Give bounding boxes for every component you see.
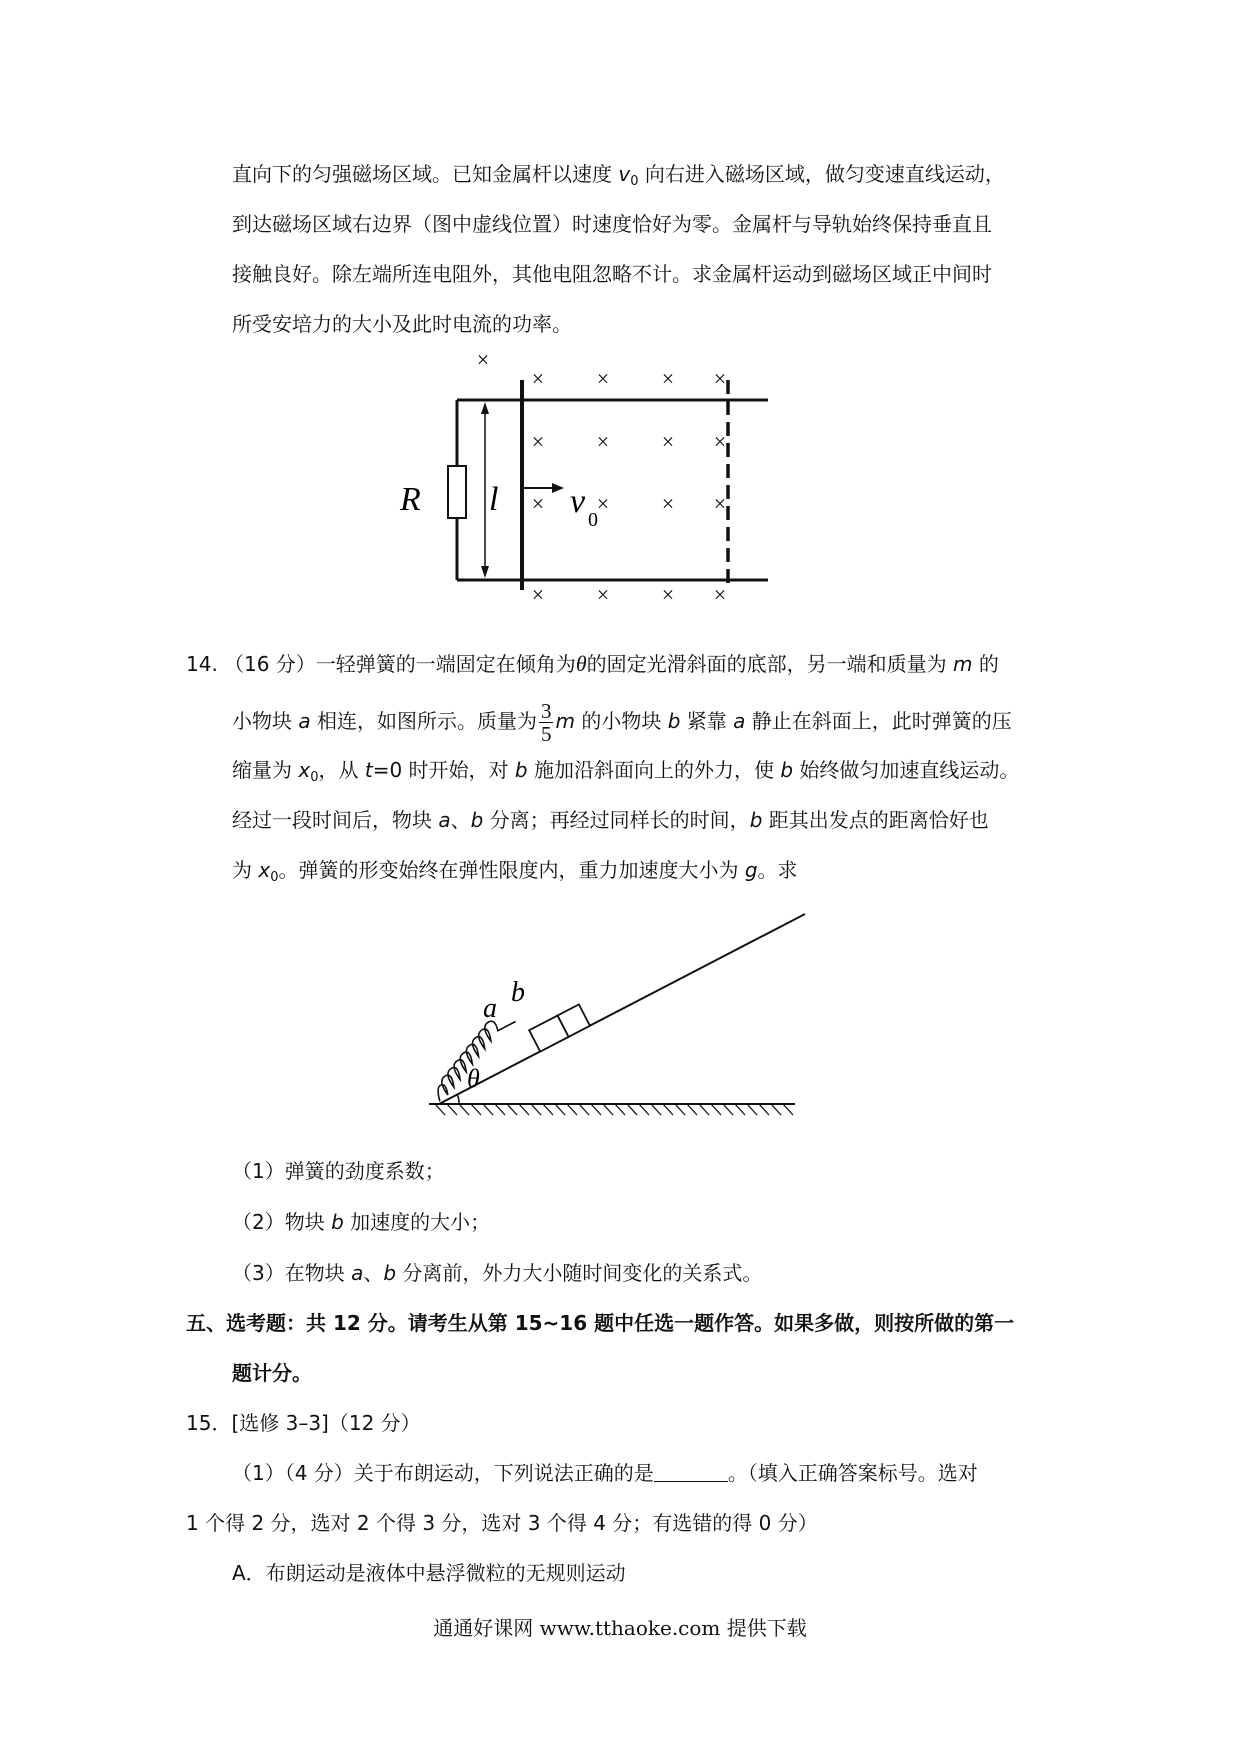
- cross-icon: ×: [531, 366, 545, 391]
- cross-icon: ×: [596, 582, 610, 607]
- angle-arc: [457, 1094, 459, 1104]
- cross-icon: ×: [661, 429, 675, 454]
- q14-line-2: 小物块 a 相连，如图所示。质量为 $\frac{3}{5}$ m 的小物块 b 紧靠 a 静止在斜面上，此时弹簧的压: [232, 699, 1012, 746]
- cross-icon: ×: [713, 582, 727, 607]
- velocity-subscript: 0: [588, 509, 598, 531]
- section-5-heading-cont: 题计分。: [232, 1361, 312, 1385]
- q14-sub-3: （3）在物块 a、b 分离前，外力大小随时间变化的关系式。: [232, 1261, 763, 1285]
- q14-sub-1: （1）弹簧的劲度系数；: [232, 1159, 445, 1183]
- q14-number: 14.: [186, 652, 218, 676]
- q14-line-4: 经过一段时间后，物块 a、b 分离；再经过同样长的时间，b 距其出发点的距离恰好也: [232, 808, 989, 832]
- q13-line-1: 直向下的匀强磁场区域。已知金属杆以速度 $v_0$ 向右进入磁场区域，做匀变速直线运动，: [232, 162, 1005, 189]
- section-5-heading: 五、选考题：共 12 分。请考生从第 15~16 题中任选一题作答。如果多做，则按所做的第一: [186, 1311, 1015, 1335]
- cross-icon: ×: [531, 582, 545, 607]
- page-footer: 通通好课网 www.tthaoke.com 提供下载: [433, 1616, 807, 1640]
- cross-icon: ×: [661, 582, 675, 607]
- q14-sub-2: （2）物块 b 加速度的大小；: [232, 1210, 491, 1234]
- svg-text:×: ×: [476, 347, 490, 372]
- q14-line-1: （16 分）一轻弹簧的一端固定在倾角为θ的固定光滑斜面的底部，另一端和质量为 m 的: [224, 651, 999, 676]
- q13-line-2: 到达磁场区域右边界（图中虚线位置）时速度恰好为零。金属杆与导轨始终保持垂直且: [232, 212, 992, 236]
- q14-line-3: 缩量为 $x_0$，从 t=0 时开始，对 b 施加沿斜面向上的外力，使 b 始终做匀加速直线运动。: [232, 758, 1020, 785]
- velocity-label: v: [570, 483, 586, 520]
- q15-heading: 15．[选修 3–3]（12 分）: [186, 1411, 421, 1435]
- incline-spring-figure: [425, 905, 805, 1135]
- q13-line-4: 所受安培力的大小及此时电流的功率。: [232, 312, 572, 336]
- block-a-label: a: [483, 993, 497, 1024]
- q15-option-a: A．布朗运动是液体中悬浮微粒的无规则运动: [232, 1561, 626, 1585]
- cross-icon: ×: [661, 491, 675, 516]
- rail-magnetic-field-figure: [400, 347, 800, 618]
- cross-icon: ×: [596, 366, 610, 391]
- field-crosses: [477, 347, 489, 372]
- length-label: l: [489, 481, 499, 518]
- theta-label: θ: [467, 1064, 480, 1093]
- q15-part1-line1: （1）（4 分）关于布朗运动，下列说法正确的是 。（填入正确答案标号。选对: [232, 1461, 978, 1485]
- cross-icon: ×: [713, 429, 727, 454]
- cross-icon: ×: [531, 491, 545, 516]
- cross-icon: ×: [661, 366, 675, 391]
- resistor: [448, 466, 466, 518]
- cross-icon: ×: [713, 366, 727, 391]
- spring: [418, 981, 590, 1103]
- block-b-label: b: [511, 977, 525, 1008]
- q13-line-3: 接触良好。除左端所连电阻外，其他电阻忽略不计。求金属杆运动到磁场区域正中间时: [232, 262, 992, 286]
- cross-icon: ×: [531, 429, 545, 454]
- cross-icon: ×: [596, 491, 610, 516]
- answer-blank[interactable]: [654, 1463, 728, 1482]
- ground-hatch: [435, 1104, 793, 1115]
- q14-line-5: 为 $x_0$。弹簧的形变始终在弹性限度内，重力加速度大小为 g。求: [232, 858, 798, 885]
- cross-icon: ×: [596, 429, 610, 454]
- fraction-3-5: $\frac{3}{5}$: [540, 699, 552, 746]
- cross-icon: ×: [713, 491, 727, 516]
- resistor-label: R: [400, 481, 421, 518]
- q15-part1-line2: 1 个得 2 分，选对 2 个得 3 分，选对 3 个得 4 分；有选错的得 0 分）: [186, 1511, 818, 1535]
